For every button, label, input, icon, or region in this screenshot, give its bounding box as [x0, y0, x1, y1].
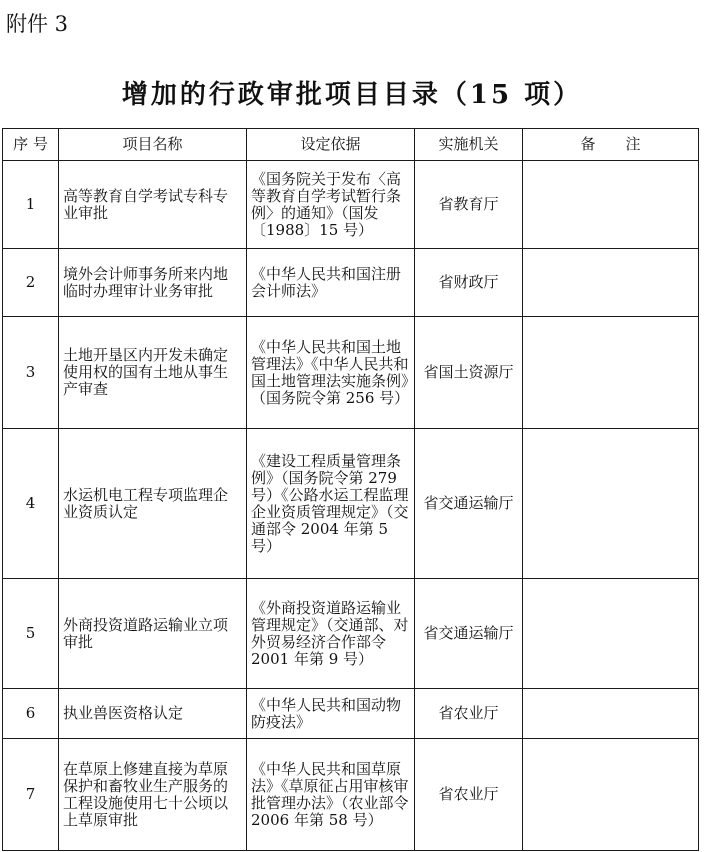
table-row [3, 429, 699, 579]
row-number: 2 [3, 249, 59, 317]
document-title: 增加的行政审批项目目录（15 项） [121, 80, 583, 110]
item-name: 土地开垦区内开发未确定使用权的国有土地从事生产审查 [59, 317, 247, 429]
table-row [3, 161, 699, 249]
attachment-label: 附件 3 [6, 12, 69, 36]
item-name: 执业兽医资格认定 [59, 689, 247, 739]
table-row [3, 739, 699, 851]
row-number: 6 [3, 689, 59, 739]
table-row [3, 579, 699, 689]
table-row [3, 689, 699, 739]
table-row [3, 249, 699, 317]
remarks [523, 689, 699, 739]
column-header-basis: 设定依据 [247, 129, 415, 161]
implementing-agency: 省农业厅 [415, 689, 523, 739]
table-header-row [3, 129, 699, 161]
legal-basis: 《中华人民共和国草原法》《草原征占用审核审批管理办法》（农业部令 2006 年第 58 号） [247, 739, 415, 851]
item-name: 外商投资道路运输业立项审批 [59, 579, 247, 689]
approval-items-table [2, 128, 699, 851]
remarks [523, 739, 699, 851]
legal-basis: 《外商投资道路运输业管理规定》（交通部、对外贸易经济合作部令 2001 年第 9 号） [247, 579, 415, 689]
legal-basis: 《建设工程质量管理条例》（国务院令第 279 号）《公路水运工程监理企业资质管理规定》（交通部令 2004 年第 5 号） [247, 429, 415, 579]
implementing-agency: 省财政厅 [415, 249, 523, 317]
column-header-note: 备 注 [523, 129, 699, 161]
row-number: 4 [3, 429, 59, 579]
column-header-name: 项目名称 [59, 129, 247, 161]
column-header-no: 序 号 [3, 129, 59, 161]
remarks [523, 161, 699, 249]
legal-basis: 《中华人民共和国土地管理法》《中华人民共和国土地管理法实施条例》（国务院令第 256 号） [247, 317, 415, 429]
remarks [523, 579, 699, 689]
row-number: 5 [3, 579, 59, 689]
implementing-agency: 省国土资源厅 [415, 317, 523, 429]
implementing-agency: 省农业厅 [415, 739, 523, 851]
row-number: 1 [3, 161, 59, 249]
row-number: 3 [3, 317, 59, 429]
implementing-agency: 省交通运输厅 [415, 579, 523, 689]
row-number: 7 [3, 739, 59, 851]
item-name: 水运机电工程专项监理企业资质认定 [59, 429, 247, 579]
table-row [3, 317, 699, 429]
item-name: 高等教育自学考试专科专业审批 [59, 161, 247, 249]
legal-basis: 《中华人民共和国注册会计师法》 [247, 249, 415, 317]
remarks [523, 429, 699, 579]
legal-basis: 《国务院关于发布〈高等教育自学考试暂行条例〉的通知》（国发〔1988〕15 号） [247, 161, 415, 249]
legal-basis: 《中华人民共和国动物防疫法》 [247, 689, 415, 739]
item-name: 在草原上修建直接为草原保护和畜牧业生产服务的工程设施使用七十公顷以上草原审批 [59, 739, 247, 851]
remarks [523, 317, 699, 429]
item-name: 境外会计师事务所来内地临时办理审计业务审批 [59, 249, 247, 317]
remarks [523, 249, 699, 317]
column-header-agency: 实施机关 [415, 129, 523, 161]
implementing-agency: 省交通运输厅 [415, 429, 523, 579]
implementing-agency: 省教育厅 [415, 161, 523, 249]
